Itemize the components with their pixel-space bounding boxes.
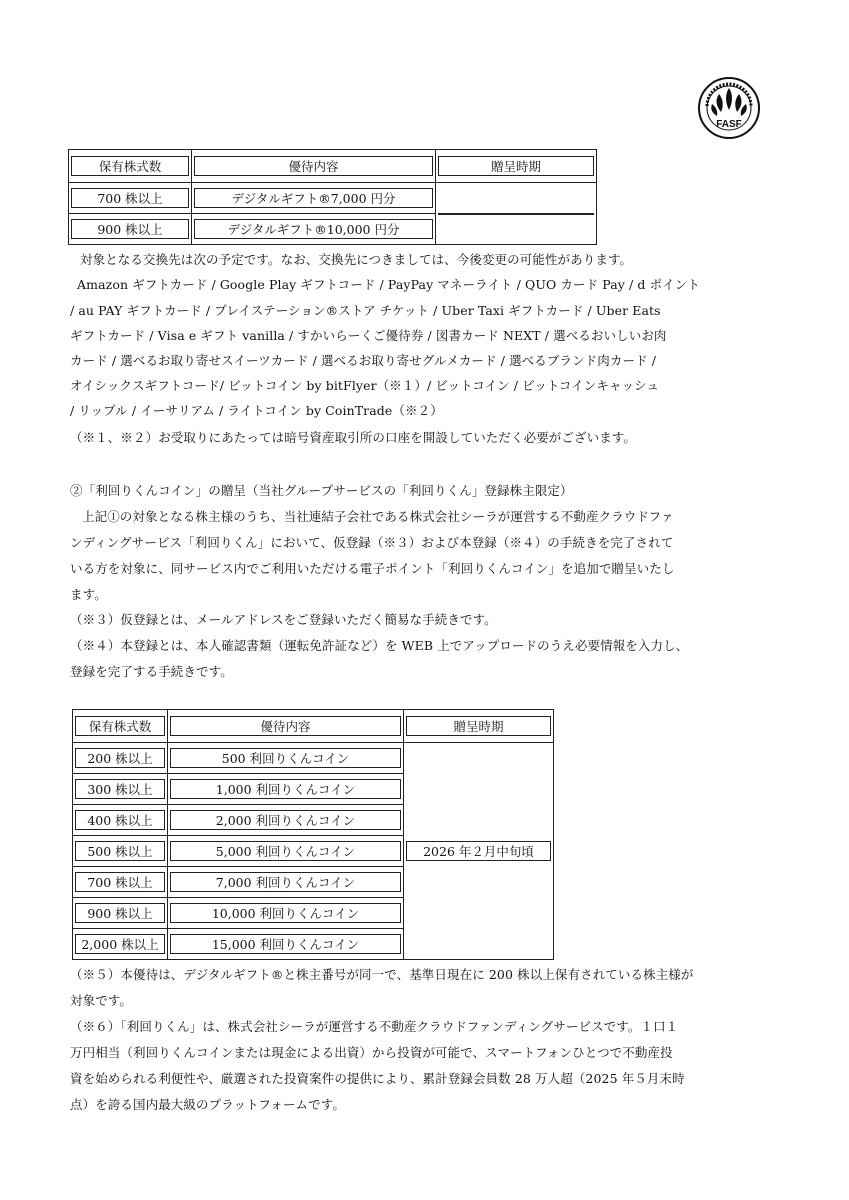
table-row bbox=[69, 183, 597, 214]
section2-line: 上記①の対象となる株主様のうち、当社連結子会社である株式会社シーラが運営する不動産クラウドファ bbox=[82, 509, 674, 524]
header-shares: 保有株式数 bbox=[75, 716, 165, 736]
fasf-logo bbox=[697, 76, 761, 140]
exchange-line: オイシックスギフトコード/ ビットコイン by bitFlyer（※１）/ ビットコイン / ビットコインキャッシュ bbox=[70, 378, 660, 393]
shares-cell: 2,000 株以上 bbox=[75, 934, 165, 954]
note-6-cont: 万円相当（利回りくんコインまたは現金による出資）から投資が可能で、スマートフォンひとつで不動産投 bbox=[70, 1045, 673, 1060]
shares-cell: 400 株以上 bbox=[75, 810, 165, 830]
table-header-row bbox=[69, 150, 597, 183]
shares-cell: 700 株以上 bbox=[71, 188, 189, 208]
benefit-cell: 15,000 利回りくんコイン bbox=[170, 934, 401, 954]
note-4-cont: 登録を完了する手続きです。 bbox=[70, 664, 233, 679]
section2-line: ます。 bbox=[70, 587, 107, 602]
table-header-row bbox=[73, 710, 554, 743]
note-6: （※６）「利回りくん」は、株式会社シーラが運営する不動産クラウドファンディングサービスです。１口１ bbox=[70, 1019, 679, 1034]
shares-cell: 900 株以上 bbox=[75, 903, 165, 923]
note-4: （※４）本登録とは、本人確認書類（運転免許証など）を WEB 上でアップロードのうえ必要情報を入力し、 bbox=[70, 638, 689, 653]
shares-cell: 900 株以上 bbox=[71, 219, 189, 239]
digital-gift-table bbox=[68, 149, 597, 245]
table-row bbox=[73, 743, 554, 774]
header-timing: 贈呈時期 bbox=[438, 156, 594, 176]
exchange-note: （※１、※２）お受取りにあたっては暗号資産取引所の口座を開設していただく必要がございます。 bbox=[70, 430, 637, 445]
benefit-cell: 1,000 利回りくんコイン bbox=[170, 779, 401, 799]
coin-table bbox=[72, 709, 554, 960]
timing-cell bbox=[438, 213, 594, 215]
benefit-cell: 10,000 利回りくんコイン bbox=[170, 903, 401, 923]
header-timing: 贈呈時期 bbox=[406, 716, 551, 736]
benefit-cell: 2,000 利回りくんコイン bbox=[170, 810, 401, 830]
section2-line: ンディングサービス「利回りくん」において、仮登録（※３）および本登録（※４）の手続きを完了されて bbox=[70, 535, 674, 550]
exchange-line: カード / 選べるお取り寄せスイーツカード / 選べるお取り寄せグルメカード / 選べるブランド肉カード / bbox=[70, 353, 657, 368]
exchange-line: / au PAY ギフトカード / プレイステーション®ストア チケット / Uber Taxi ギフトカード / Uber Eats bbox=[70, 303, 661, 318]
benefit-cell: 7,000 利回りくんコイン bbox=[170, 872, 401, 892]
header-benefit: 優待内容 bbox=[194, 156, 433, 176]
note-3: （※３）仮登録とは、メールアドレスをご登録いただく簡易な手続きです。 bbox=[70, 612, 497, 627]
benefit-cell: デジタルギフト®10,000 円分 bbox=[194, 219, 433, 239]
shares-cell: 300 株以上 bbox=[75, 779, 165, 799]
logo-text: FASF bbox=[716, 119, 742, 130]
timing-cell: 2026 年２月中旬頃 bbox=[406, 841, 551, 861]
header-benefit: 優待内容 bbox=[170, 716, 401, 736]
shares-cell: 500 株以上 bbox=[75, 841, 165, 861]
shares-cell: 700 株以上 bbox=[75, 872, 165, 892]
note-6-cont: 点）を誇る国内最大級のプラットフォームです。 bbox=[70, 1097, 345, 1112]
section2-line: いる方を対象に、同サービス内でご利用いただける電子ポイント「利回りくんコイン」を追加で贈呈いたし bbox=[70, 561, 675, 576]
exchange-line: ギフトカード / Visa e ギフト vanilla / すかいらーくご優待券 / 図書カード NEXT / 選べるおいしいお肉 bbox=[70, 328, 667, 343]
note-6-cont: 資を始められる利便性や、厳選された投資案件の提供により、累計登録会員数 28 万人超（2025 年５月末時 bbox=[70, 1071, 685, 1086]
note-5: （※５）本優待は、デジタルギフト®と株主番号が同一で、基準日現在に 200 株以上保有されている株主様が bbox=[70, 967, 694, 982]
benefit-cell: デジタルギフト®7,000 円分 bbox=[194, 188, 433, 208]
exchange-line: Amazon ギフトカード / Google Play ギフトコード / PayPay マネーライト / QUO カード Pay / d ポイント bbox=[77, 277, 700, 292]
benefit-cell: 500 利回りくんコイン bbox=[170, 748, 401, 768]
shares-cell: 200 株以上 bbox=[75, 748, 165, 768]
header-shares: 保有株式数 bbox=[71, 156, 189, 176]
section2-heading: ②「利回りくんコイン」の贈呈（当社グループサービスの「利回りくん」登録株主限定） bbox=[70, 483, 573, 498]
note-5-cont: 対象です。 bbox=[70, 993, 133, 1008]
exchange-intro: 対象となる交換先は次の予定です。なお、交換先につきましては、今後変更の可能性があります。 bbox=[80, 252, 633, 267]
benefit-cell: 5,000 利回りくんコイン bbox=[170, 841, 401, 861]
exchange-line: / リップル / イーサリアム / ライトコイン by CoinTrade（※２） bbox=[70, 403, 443, 418]
